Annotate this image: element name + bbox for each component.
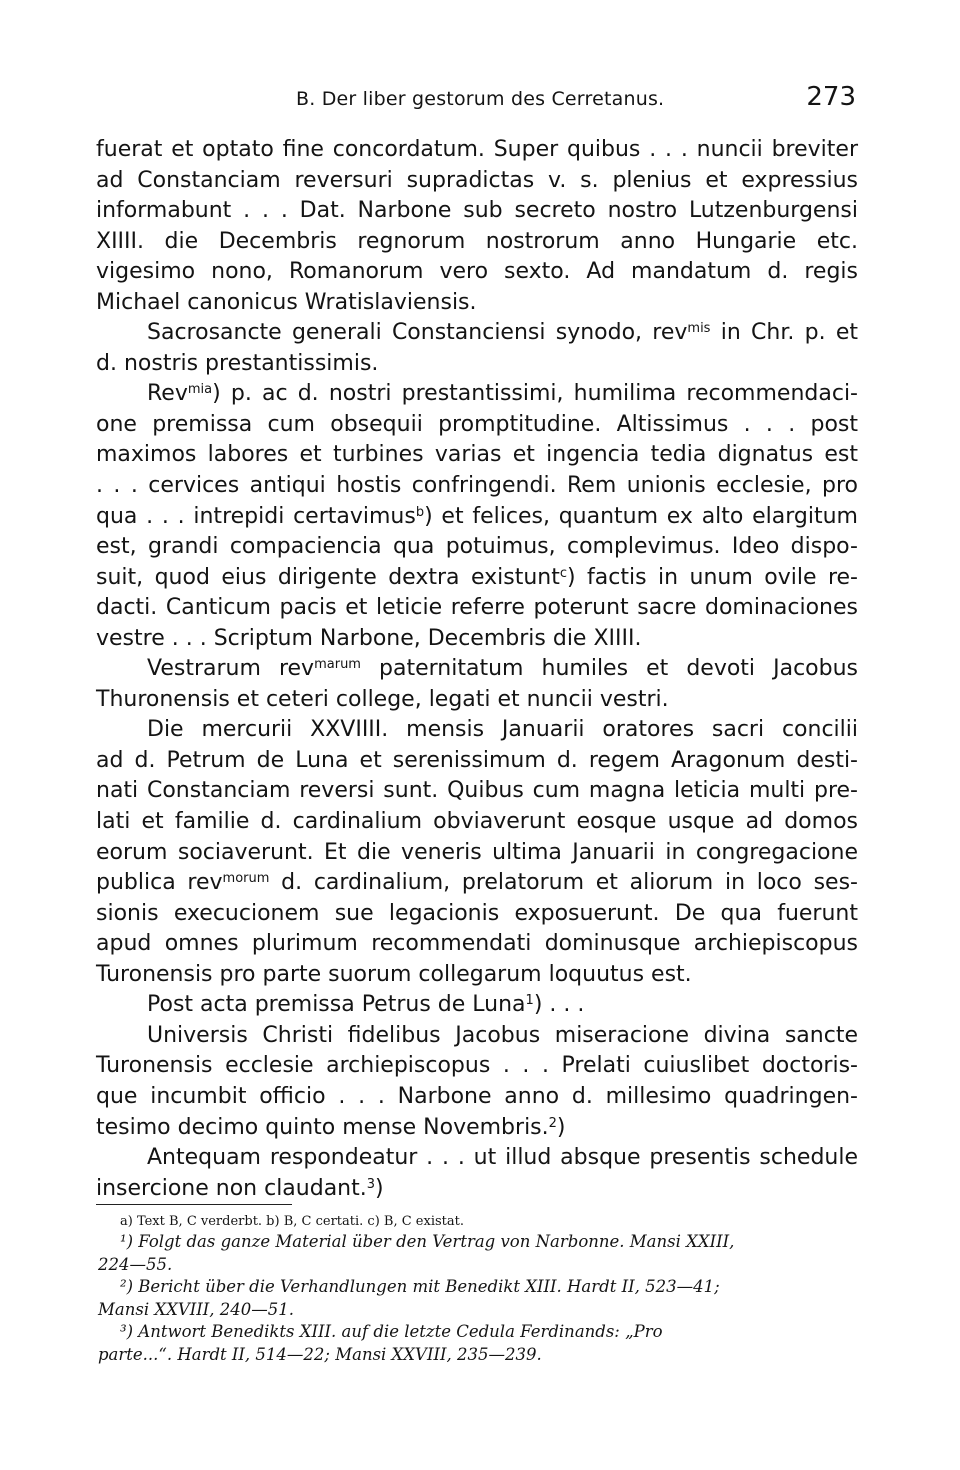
footnote-line: 224—55.: [98, 1254, 173, 1274]
text-line: [96, 868, 858, 899]
text-segment: que incumbit officio . . . Narbone anno d. millesimo quadringen-: [96, 1083, 858, 1109]
text-segment: XIIII. die Decembris regnorum nostrorum anno Hungarie etc.: [96, 228, 858, 254]
text-segment: ) et felices, quantum ex alto elargitum: [424, 503, 858, 529]
text-segment: sionis execucionem sue legacionis exposuerunt. De qua fuerunt: [96, 900, 858, 926]
text-line: [96, 685, 858, 716]
text-segment: insercione non claudant.: [96, 1175, 367, 1201]
footnote-2: [98, 1276, 862, 1321]
text-line: [96, 776, 858, 807]
text-segment: vigesimo nono, Romanorum vero sexto. Ad mandatum d. regis: [96, 259, 858, 285]
footnotes: [98, 1212, 862, 1367]
text-line: [96, 1051, 858, 1082]
text-line: [96, 715, 858, 746]
text-segment: ): [375, 1175, 384, 1201]
text-segment: ) p. ac d. nostri prestantissimi, humilima recommendaci-: [212, 381, 858, 407]
text-segment: informabunt . . . Dat. Narbone sub secreto nostro Lutzenburgensi: [96, 198, 858, 224]
text-line: [96, 654, 858, 685]
text-segment: fuerat et optato fine concordatum. Super quibus . . . nuncii breviter: [96, 137, 858, 162]
text-segment: d. cardinalium, prelatorum et aliorum in loco ses-: [269, 870, 858, 896]
text-segment: maximos labores et turbines varias et ingencia tedia dignatus est: [96, 442, 858, 468]
text-line: [96, 166, 858, 197]
text-line: [96, 563, 858, 594]
text-line: [96, 410, 858, 441]
text-line: [96, 807, 858, 838]
text-segment: tesimo decimo quinto mense Novembris.: [96, 1114, 549, 1140]
page-number: 273: [806, 82, 856, 112]
superscript-mark: 3: [366, 1176, 376, 1192]
text-line: [96, 532, 858, 563]
superscript-mark: c: [559, 565, 567, 581]
text-segment: est, grandi compaciencia qua potuimus, complevimus. Ideo dispo-: [96, 534, 858, 560]
text-line: [96, 349, 858, 380]
superscript-mark: morum: [222, 871, 270, 887]
text-line: [96, 196, 858, 227]
text-segment: one premissa cum obsequii promptitudine. Altissimus . . . post: [96, 411, 858, 437]
footnote-line: Mansi XXVIII, 240—51.: [98, 1299, 295, 1319]
text-line: [96, 746, 858, 777]
text-line: [96, 1174, 858, 1205]
text-segment: qua . . . intrepidi certavimus: [96, 503, 416, 529]
text-line: [96, 502, 858, 533]
text-line: [96, 929, 858, 960]
superscript-mark: marum: [314, 657, 361, 673]
footnote-1: [98, 1231, 862, 1276]
text-segment: Vestrarum rev: [147, 656, 315, 682]
text-segment: nati Constanciam reversi sunt. Quibus cum magna leticia multi pre-: [96, 778, 858, 804]
text-segment: ) . . .: [533, 992, 585, 1018]
text-line: [96, 1082, 858, 1113]
text-segment: lati et familie d. cardinalium obviaverunt eosque usque ad domos: [96, 809, 858, 835]
text-line: [96, 624, 858, 655]
superscript-mark: 2: [548, 1115, 557, 1131]
text-segment: ) factis in unum ovile re-: [567, 564, 858, 590]
text-segment: paternitatum humiles et devoti Jacobus: [360, 656, 858, 682]
text-line: [96, 899, 858, 930]
running-header: [96, 82, 856, 122]
text-line: [96, 1143, 858, 1174]
text-segment: ad d. Petrum de Luna et serenissimum d. regem Aragonum desti-: [96, 747, 858, 773]
main-text: [96, 135, 858, 1204]
text-line: [96, 593, 858, 624]
text-line: [96, 288, 858, 319]
text-segment: Antequam respondeatur . . . ut illud absque presentis schedule: [147, 1145, 858, 1171]
text-line: [96, 1021, 858, 1052]
text-line: [96, 1113, 858, 1144]
text-line: [96, 440, 858, 471]
text-line: [96, 379, 858, 410]
superscript-mark: mia: [187, 382, 213, 398]
running-title: B. Der liber gestorum des Cerretanus.: [296, 88, 665, 110]
text-line: [96, 990, 858, 1021]
text-segment: . . . cervices antiqui hostis confringendi. Rem unionis ecclesie, pro: [96, 473, 858, 499]
footnote-3: [98, 1321, 862, 1366]
text-line: [96, 135, 858, 166]
text-segment: Thuronensis et ceteri college, legati et nuncii vestri.: [96, 686, 669, 712]
text-segment: publica rev: [96, 870, 223, 896]
text-segment: ad Constanciam reversuri supradictas v. s. plenius et expressius: [96, 167, 858, 193]
text-segment: Turonensis ecclesie archiepiscopus . . . Prelati cuiuslibet doctoris-: [96, 1053, 858, 1079]
text-line: [96, 318, 858, 349]
text-segment: Rev: [147, 381, 188, 407]
text-line: [96, 257, 858, 288]
text-segment: Post acta premissa Petrus de Luna: [147, 992, 526, 1018]
text-segment: dacti. Canticum pacis et leticie referre poterunt sacre dominaciones: [96, 595, 858, 621]
footnote-line: ³) Antwort Benedikts XIII. auf die letzte Cedula Ferdinands: „Pro: [120, 1322, 663, 1342]
text-line: [96, 960, 858, 991]
footnote-rule: [96, 1204, 292, 1205]
text-segment: apud omnes plurimum recommendati dominusque archiepiscopus: [96, 931, 858, 957]
text-segment: vestre . . . Scriptum Narbone, Decembris die XIIII.: [96, 625, 642, 651]
text-segment: Universis Christi fidelibus Jacobus miseracione divina sancte: [147, 1022, 858, 1048]
footnote-line: ¹) Folgt das ganze Material über den Vertrag von Narbonne. Mansi XXIII,: [120, 1232, 735, 1251]
superscript-mark: 1: [525, 993, 534, 1009]
apparatus-note: a) Text B, C verderbt. b) B, C certati. c) B, C existat.: [120, 1214, 464, 1229]
superscript-mark: b: [415, 504, 425, 520]
text-segment: suit, quod eius dirigente dextra existunt: [96, 564, 560, 590]
text-segment: Turonensis pro parte suorum collegarum loquutus est.: [96, 961, 692, 987]
text-segment: Die mercurii XXVIIII. mensis Januarii oratores sacri concilii: [147, 717, 858, 743]
text-segment: ): [556, 1114, 566, 1140]
text-segment: Michael canonicus Wratislaviensis.: [96, 289, 477, 315]
text-segment: in Chr. p. et: [710, 320, 858, 346]
footnote-line: ²) Bericht über die Verhandlungen mit Benedikt XIII. Hardt II, 523—41;: [120, 1277, 720, 1297]
text-line: [96, 471, 858, 502]
text-segment: d. nostris prestantissimis.: [96, 350, 379, 376]
footnote-line: parte...“. Hardt II, 514—22; Mansi XXVIII, 235—239.: [98, 1344, 542, 1364]
text-segment: eorum sociaverunt. Et die veneris ultima Januarii in congregacione: [96, 839, 858, 865]
text-line: [96, 838, 858, 869]
text-line: [96, 227, 858, 258]
superscript-mark: mis: [687, 321, 711, 337]
text-segment: Sacrosancte generali Constanciensi synodo, rev: [147, 320, 688, 346]
